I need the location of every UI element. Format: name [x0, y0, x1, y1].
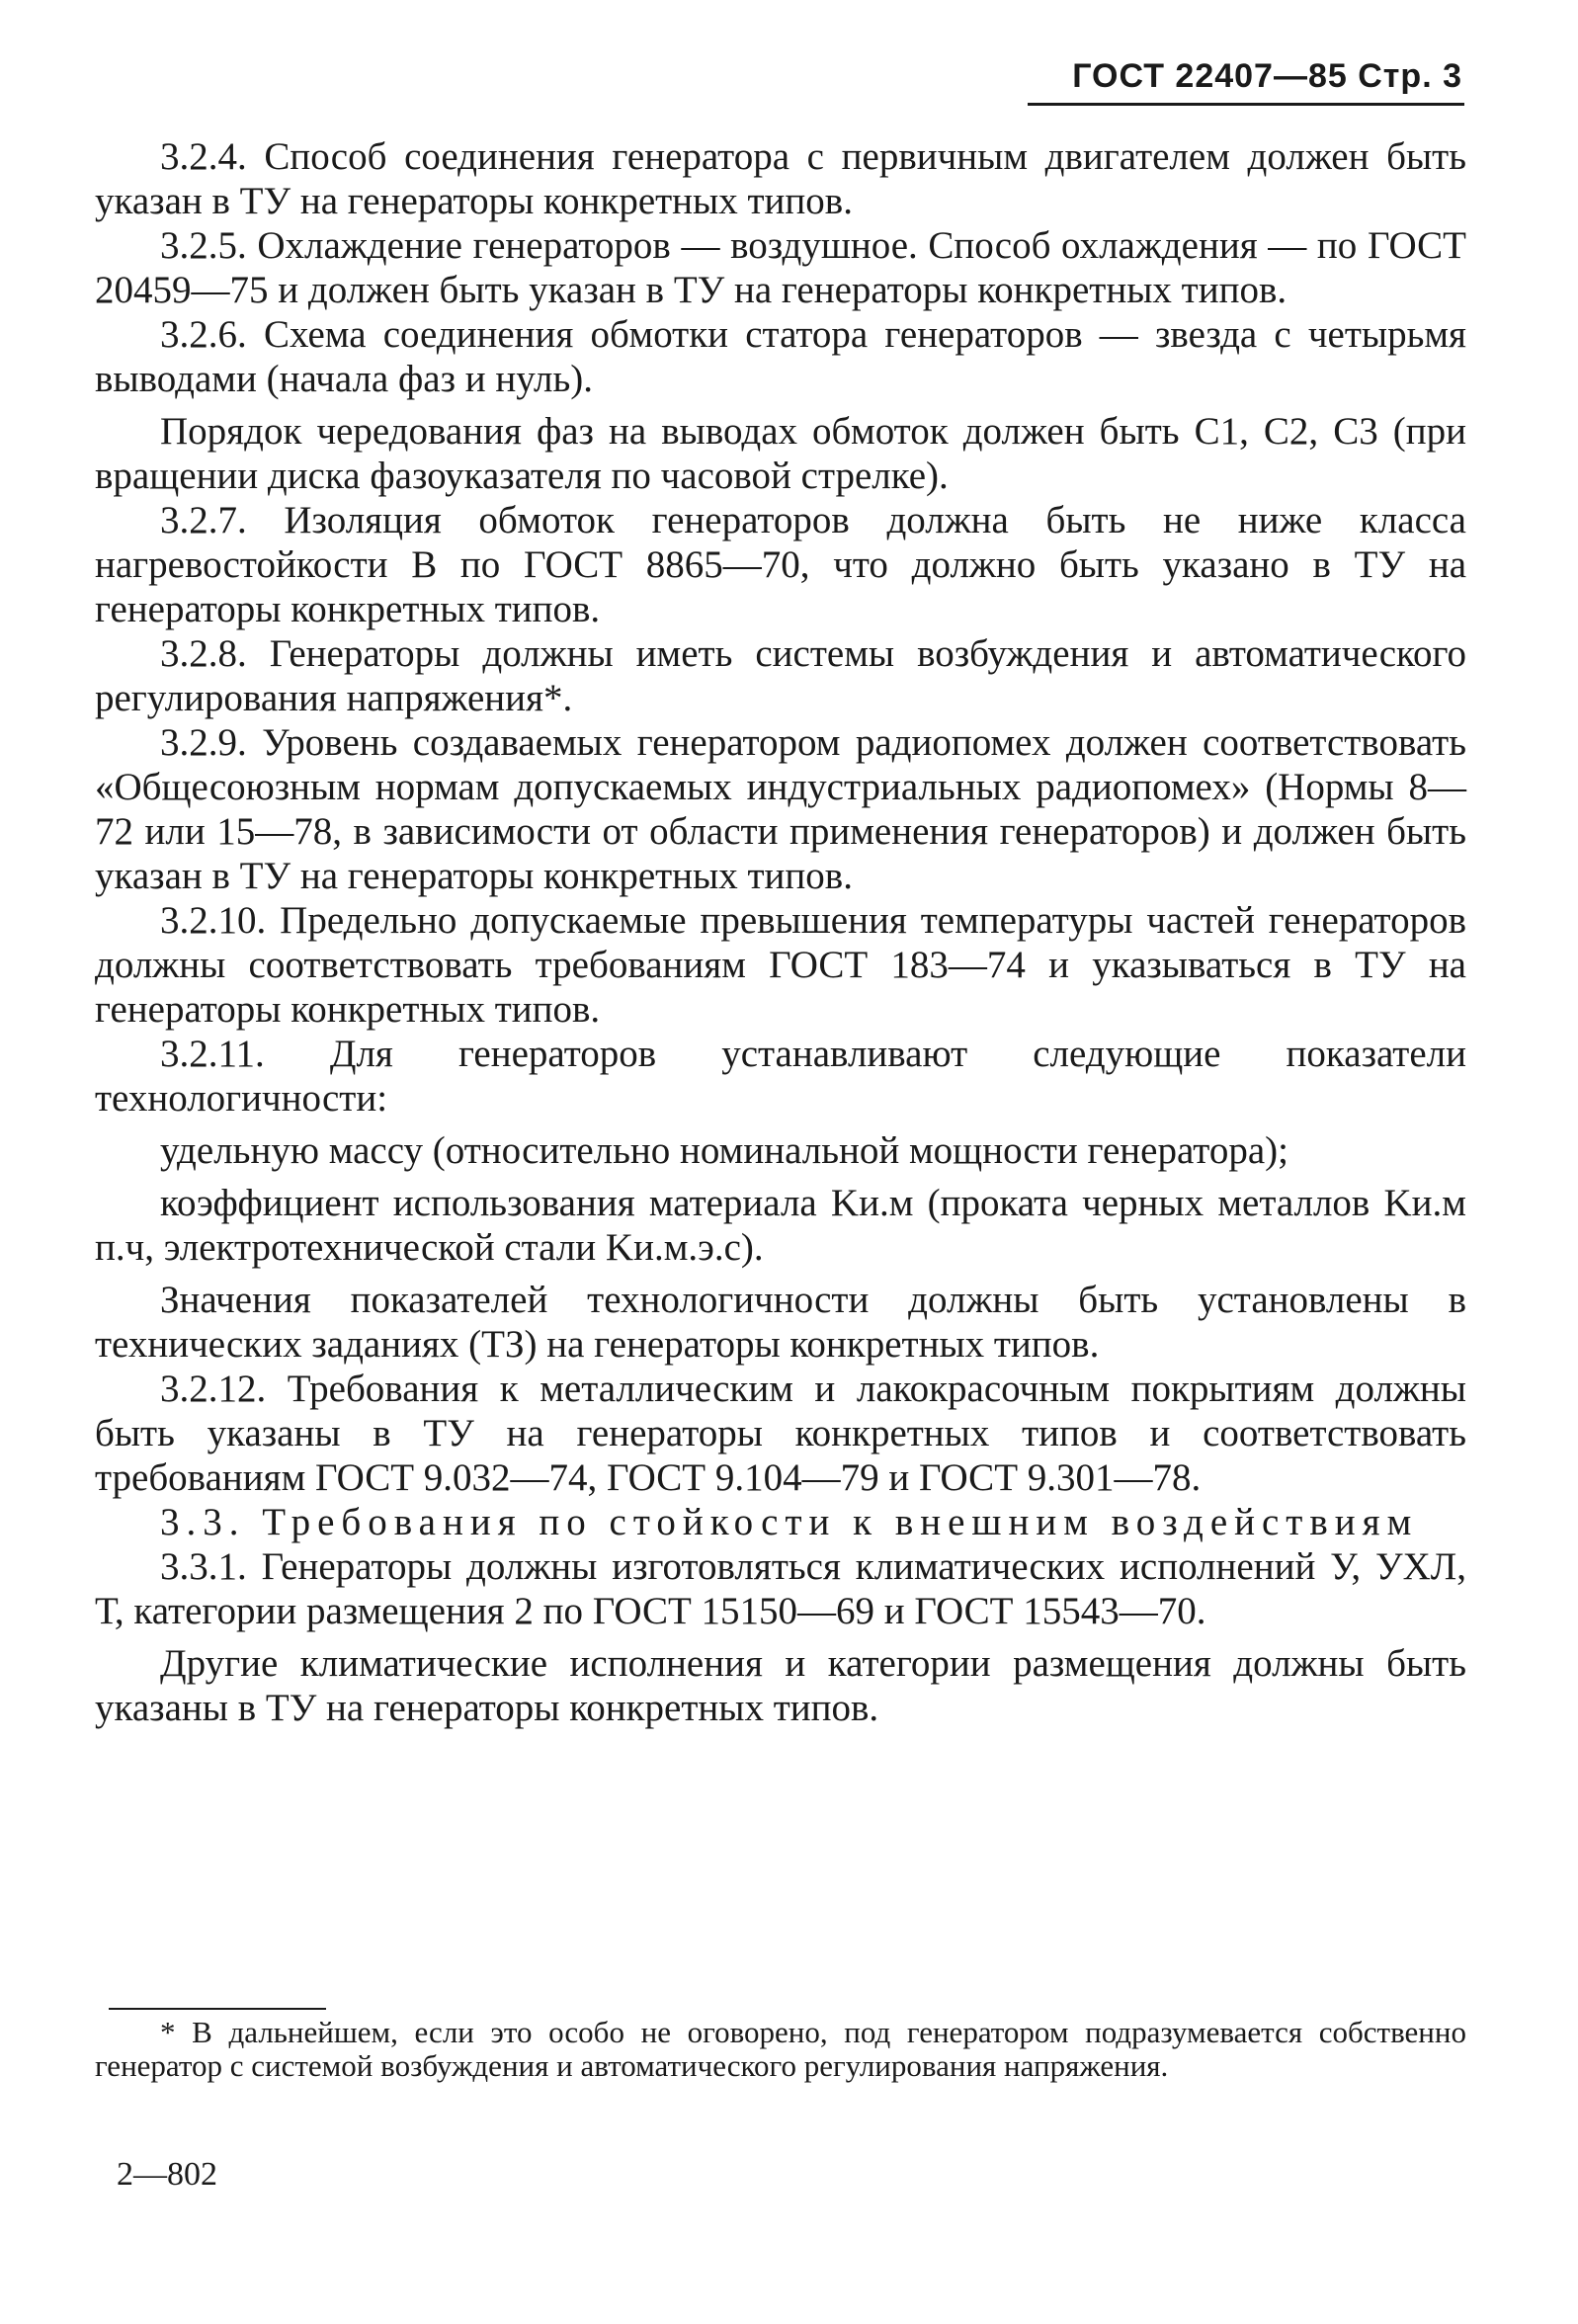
paragraph-specific-mass: удельную массу (относительно номинальной мощности генератора);	[160, 1129, 1288, 1172]
body-text	[95, 134, 1466, 1730]
paragraph-3-2-11: 3.2.11. Для генераторов устанавливают следующие показатели технологичности:	[95, 1033, 1466, 1120]
paragraph-material-coefficient: коэффициент использования материала Kи.м (проката черных металлов Kи.м п.ч, электротехнической стали Kи.м.э.с).	[95, 1182, 1466, 1269]
paragraph-other-climatic: Другие климатические исполнения и категории размещения должны быть указаны в ТУ на генераторы конкретных типов.	[95, 1642, 1466, 1729]
paragraph-3-2-10: 3.2.10. Предельно допускаемые превышения температуры частей генераторов должны соответствовать требованиям ГОСТ 183—74 и указываться в ТУ на генераторы конкретных типов.	[95, 899, 1466, 1031]
paragraph-3-3-1: 3.3.1. Генераторы должны изготовляться климатических исполнений У, УХЛ, Т, категории размещения 2 по ГОСТ 15150—69 и ГОСТ 15543—70.	[95, 1545, 1466, 1632]
paragraph-3-2-12: 3.2.12. Требования к металлическим и лакокрасочным покрытиям должны быть указаны в ТУ на генераторы конкретных типов и соответствовать требованиям ГОСТ 9.032—74, ГОСТ 9.104—79 и ГОСТ 9.301—78.	[95, 1368, 1466, 1499]
paragraph-3-2-8: 3.2.8. Генераторы должны иметь системы возбуждения и автоматического регулирования напряжения*.	[95, 632, 1466, 719]
header-rule	[1028, 103, 1464, 106]
paragraph-3-2-6: 3.2.6. Схема соединения обмотки статора генераторов — звезда с четырьмя выводами (начала фаз и нуль).	[95, 313, 1466, 400]
footnote: * В дальнейшем, если это особо не оговорено, под генератором подразумевается собственно генератор с системой возбуждения и автоматического регулирования напряжения.	[95, 2015, 1466, 2083]
footnote-rule	[109, 2008, 326, 2010]
paragraph-phase-order: Порядок чередования фаз на выводах обмоток должен быть С1, С2, С3 (при вращении диска фазоуказателя по часовой стрелке).	[95, 410, 1466, 497]
paragraph-3-2-7: 3.2.7. Изоляция обмоток генераторов должна быть не ниже класса нагревостойкости В по ГОСТ 8865—70, что должно быть указано в ТУ на генераторы конкретных типов.	[95, 499, 1466, 630]
paragraph-indicator-values: Значения показателей технологичности должны быть установлены в технических заданиях (ТЗ) на генераторы конкретных типов.	[95, 1279, 1466, 1366]
paragraph-3-2-5: 3.2.5. Охлаждение генераторов — воздушное. Способ охлаждения — по ГОСТ 20459—75 и должен быть указан в ТУ на генераторы конкретных типов.	[95, 224, 1466, 311]
page-mark: 2—802	[117, 2156, 217, 2193]
paragraph-3-2-4: 3.2.4. Способ соединения генератора с первичным двигателем должен быть указан в ТУ на генераторы конкретных типов.	[95, 135, 1466, 222]
paragraph-3-2-9: 3.2.9. Уровень создаваемых генератором радиопомех должен соответствовать «Общесоюзным нормам допускаемых индустриальных радиопомех» (Нормы 8—72 или 15—78, в зависимости от области применения генераторов) и должен быть указан в ТУ на генераторы конкретных типов.	[95, 721, 1466, 897]
section-heading-3-3: 3.3. Требования по стойкости к внешним воздействиям	[160, 1501, 1419, 1543]
page-header: ГОСТ 22407—85 Стр. 3	[1072, 57, 1462, 95]
